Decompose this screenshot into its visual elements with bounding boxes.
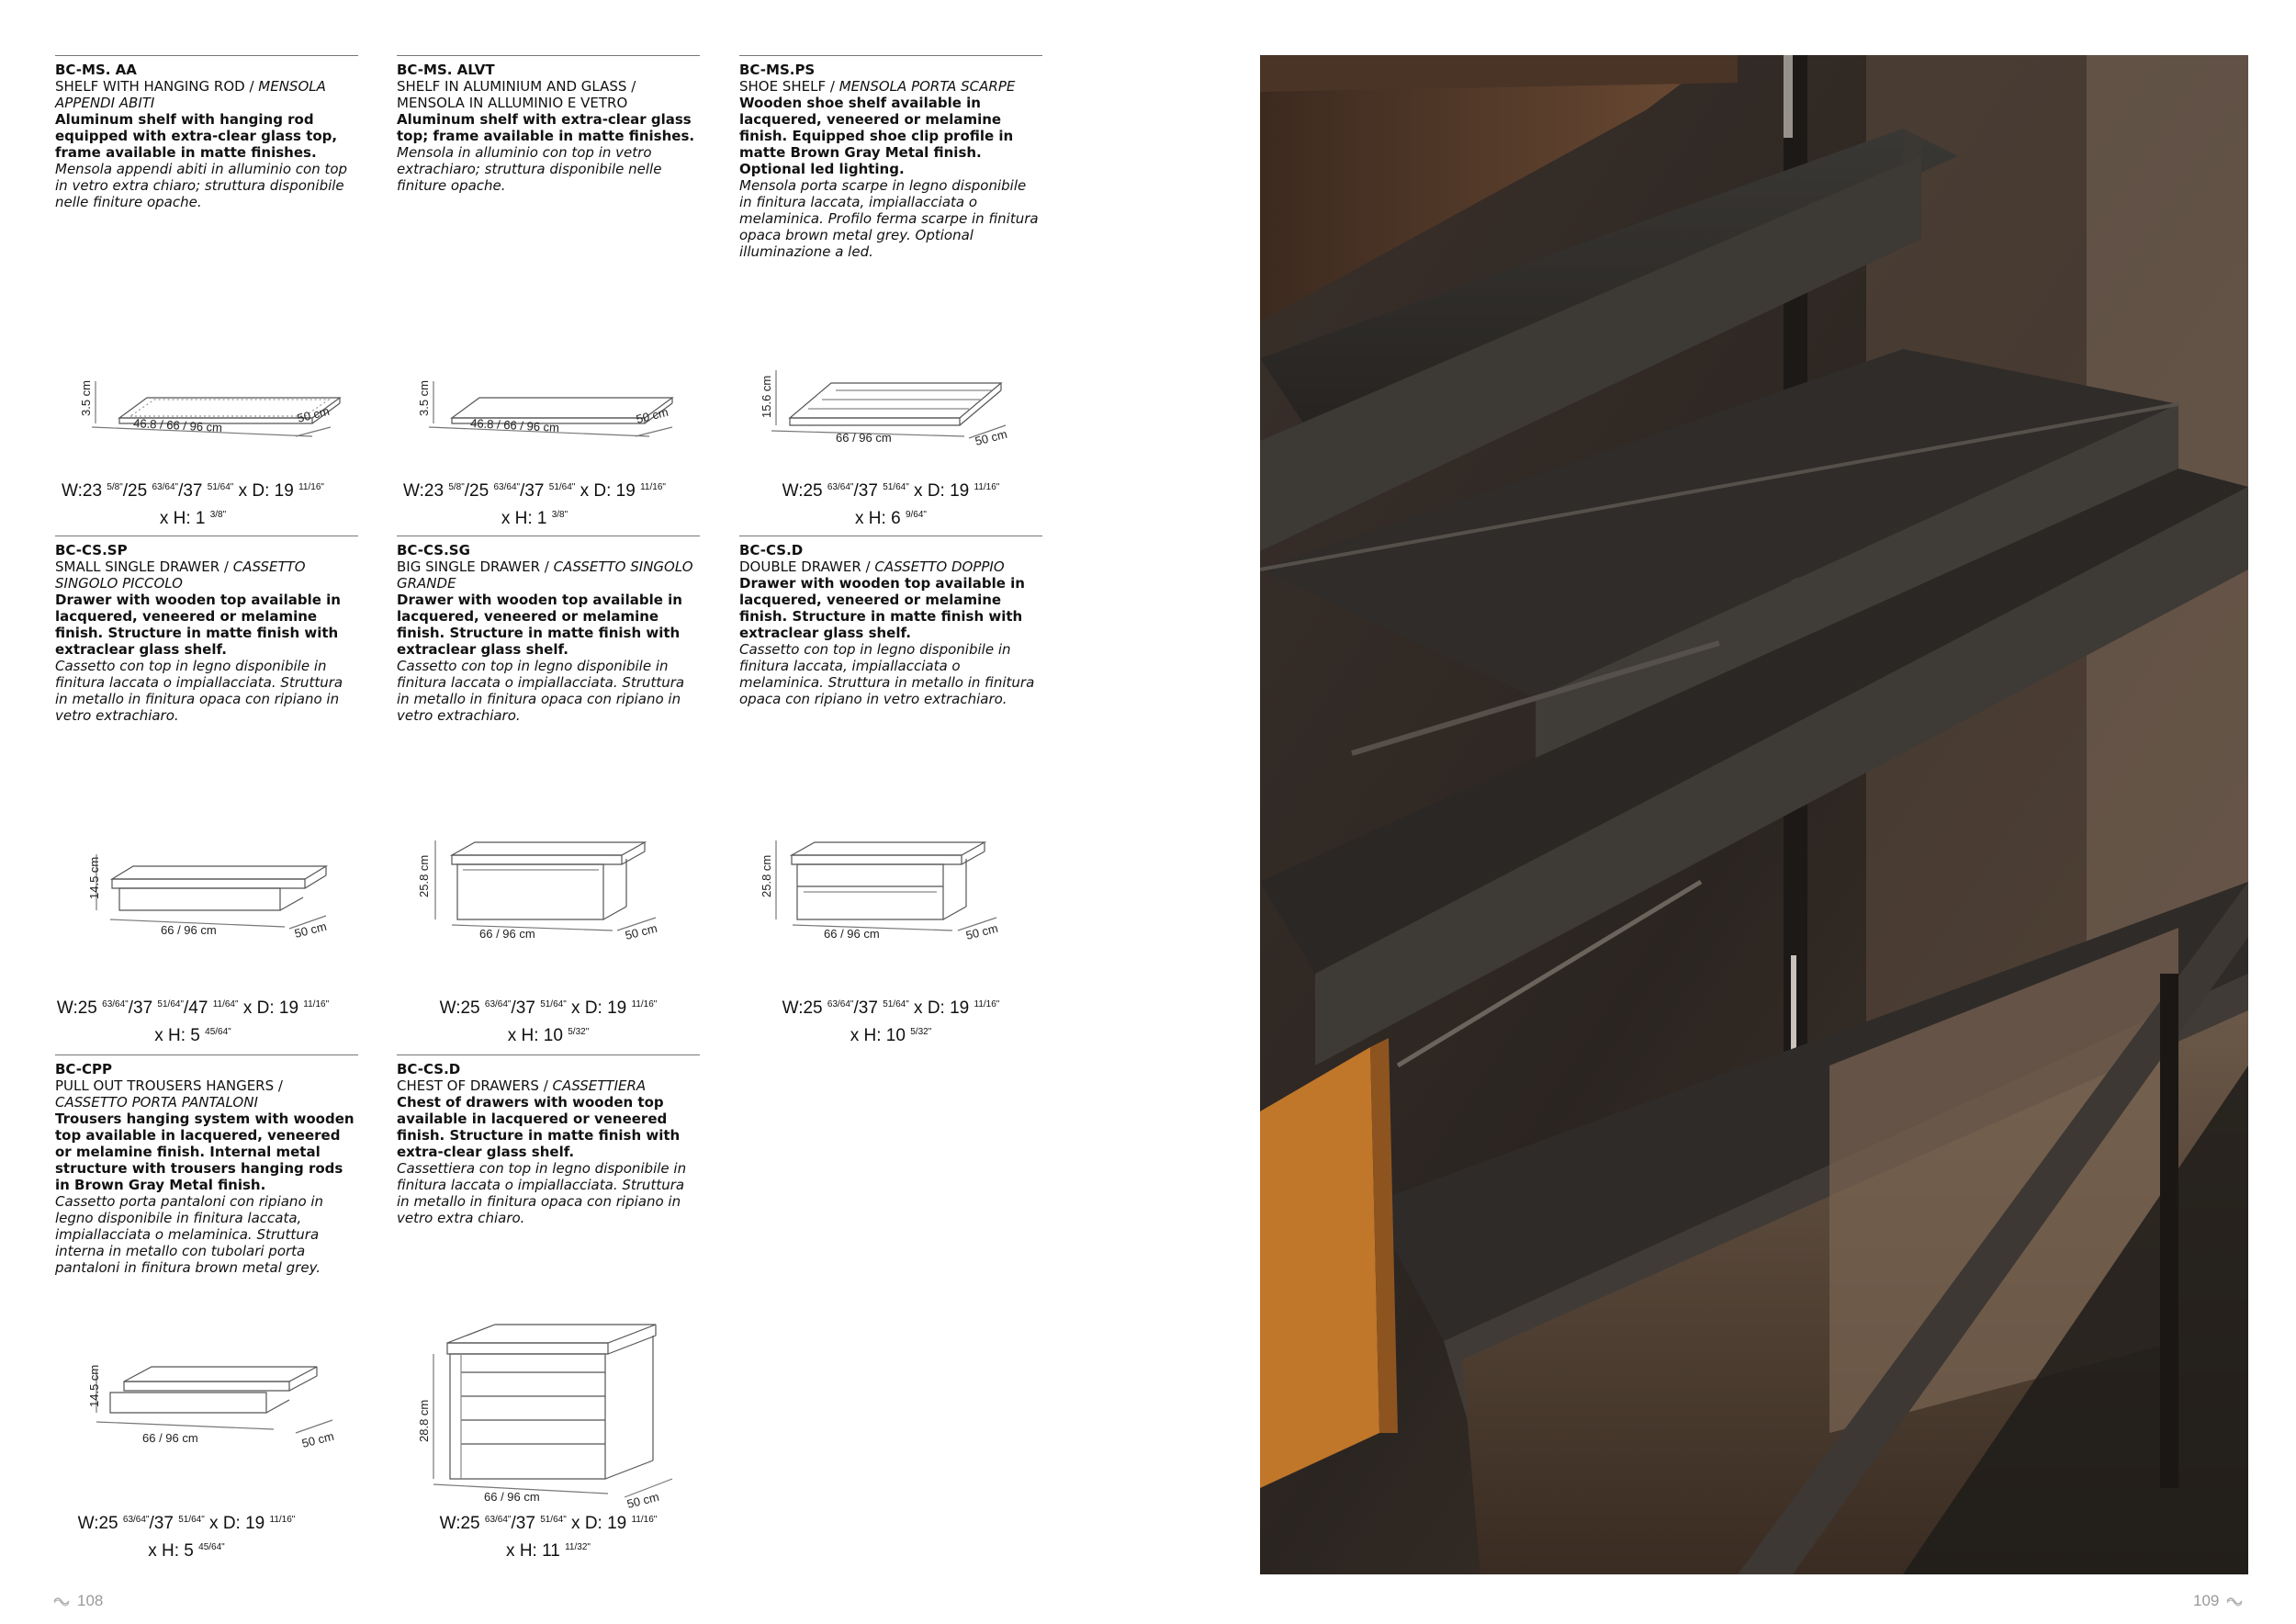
entry-bc-ms-alvt [397, 55, 700, 194]
product-title: SHELF IN ALUMINIUM AND GLASS / MENSOLA IN ALLUMINIO E VETRO [397, 78, 636, 111]
imperial-dimensions: W:25 $^{63/64"}$/37 $^{51/64"}$ x D: 19 $^{11/16"}$ x H: 11 $^{11/32"}$ [439, 1514, 658, 1561]
section-rule [397, 1054, 700, 1055]
section-rule [55, 55, 358, 56]
width-dimension: 66 / 96 cm [824, 927, 880, 941]
width-dimension: 46.8 / 66 / 96 cm [132, 416, 223, 435]
description-it: Cassetto con top in legno disponibile in finitura laccata o impiallacciata. Struttura in metallo in finitura opaca con ripiano in vetro extrachiaro. [55, 658, 343, 724]
width-dimension: 66 / 96 cm [479, 927, 535, 941]
technical-drawing-trousers-drawer [55, 1334, 358, 1462]
product-code: BC-CS.D [397, 1061, 461, 1077]
description-en: Aluminum shelf with extra-clear glass top; frame available in matte finishes. [397, 111, 695, 144]
description-en: Trousers hanging system with wooden top available in lacquered, veneered or melamine finish. Internal metal structure with trousers hanging rods in Brown Gray Metal finish. [55, 1111, 355, 1193]
entry-bc-cs-d [739, 536, 1042, 707]
product-photo-drawers [1260, 55, 2248, 1574]
description-en: Drawer with wooden top available in lacquered, veneered or melamine finish. Structure in matte finish with extraclear glass shelf. [739, 575, 1025, 641]
section-rule [55, 1054, 358, 1055]
technical-drawing-big-drawer [397, 822, 700, 951]
product-title: SMALL SINGLE DRAWER / CASSETTO SINGOLO PICCOLO [55, 558, 306, 592]
description-it: Mensola in alluminio con top in vetro extrachiaro; struttura disponibile nelle finiture opache. [397, 144, 662, 194]
width-dimension: 66 / 96 cm [142, 1431, 198, 1445]
product-code: BC-MS. AA [55, 62, 137, 78]
entry-bc-cs-sg [397, 536, 700, 724]
technical-drawing-shelf [55, 335, 358, 464]
description-en: Wooden shoe shelf available in lacquered, veneered or melamine finish. Equipped shoe clip profile in matte Brown Gray Metal finish. Optional led lighting. [739, 95, 1014, 177]
product-code: BC-CS.SG [397, 542, 470, 558]
height-dimension: 15.6 cm [760, 375, 773, 418]
depth-dimension: 50 cm [293, 919, 329, 941]
section-rule [739, 55, 1042, 56]
technical-drawing-chest-of-drawers [397, 1304, 700, 1511]
brand-logo-icon [2226, 1595, 2243, 1607]
product-code: BC-CS.SP [55, 542, 128, 558]
depth-dimension: 50 cm [635, 404, 670, 426]
description-en: Aluminum shelf with hanging rod equipped with extra-clear glass top, frame available in matte finishes. [55, 111, 338, 161]
width-dimension: 66 / 96 cm [161, 923, 217, 937]
depth-dimension: 50 cm [974, 426, 1009, 448]
product-title: CHEST OF DRAWERS / CASSETTIERA [397, 1077, 647, 1094]
imperial-dimensions: W:25 $^{63/64"}$/37 $^{51/64"}$ x D: 19 $^{11/16"}$ x H: 10 $^{5/32"}$ [439, 998, 658, 1045]
description-it: Cassetto porta pantaloni con ripiano in legno disponibile in finitura laccata, impiallacciata o melaminica. Struttura interna in metallo con tubolari porta pantaloni in finitura brown metal grey. [55, 1193, 324, 1276]
entry-bc-cpp [55, 1054, 358, 1276]
depth-dimension: 50 cm [964, 920, 1000, 942]
imperial-dimensions: W:25 $^{63/64"}$/37 $^{51/64"}$ x D: 19 $^{11/16"}$ x H: 5 $^{45/64"}$ [77, 1514, 296, 1561]
description-it: Cassetto con top in legno disponibile in finitura laccata, impiallacciata o melaminica. Struttura in metallo in finitura opaca con ripiano in vetro extrachiaro. [739, 641, 1035, 707]
description-en: Chest of drawers with wooden top available in lacquered or veneered finish. Structure in matte finish with extra-clear glass shelf. [397, 1094, 681, 1160]
product-code: BC-CS.D [739, 542, 804, 558]
imperial-dimensions: W:23 $^{5/8"}$/25 $^{63/64"}$/37 $^{51/64"}$ x D: 19 $^{11/16"}$ x H: 1 $^{3/8"}$ [62, 481, 324, 528]
entry-bc-cs-sp [55, 536, 358, 724]
depth-dimension: 50 cm [625, 1489, 661, 1511]
entry-bc-cs-d-chest [397, 1054, 700, 1226]
description-it: Mensola porta scarpe in legno disponibile in finitura laccata, impiallacciata o melaminica. Profilo ferma scarpe in finitura opaca brown metal grey. Optional illuminazione a led. [739, 177, 1039, 260]
technical-drawing-small-drawer [55, 822, 358, 951]
brand-logo-icon [53, 1595, 70, 1607]
imperial-dimensions: W:23 $^{5/8"}$/25 $^{63/64"}$/37 $^{51/64"}$ x D: 19 $^{11/16"}$ x H: 1 $^{3/8"}$ [403, 481, 666, 528]
width-dimension: 46.8 / 66 / 96 cm [469, 416, 560, 435]
product-code: BC-CPP [55, 1061, 113, 1077]
entry-bc-ms-ps [739, 55, 1042, 260]
height-dimension: 28.8 cm [417, 1399, 431, 1442]
entry-bc-ms-aa [55, 55, 358, 210]
width-dimension: 66 / 96 cm [484, 1490, 540, 1504]
product-title: BIG SINGLE DRAWER / CASSETTO SINGOLO GRANDE [397, 558, 693, 592]
description-en: Drawer with wooden top available in lacquered, veneered or melamine finish. Structure in matte finish with extraclear glass shelf. [397, 592, 682, 658]
product-code: BC-MS.PS [739, 62, 816, 78]
product-title: PULL OUT TROUSERS HANGERS / CASSETTO PORTA PANTALONI [55, 1077, 283, 1111]
description-en: Drawer with wooden top available in lacquered, veneered or melamine finish. Structure in matte finish with extraclear glass shelf. [55, 592, 341, 658]
height-dimension: 14.5 cm [87, 856, 101, 899]
product-title: SHELF WITH HANGING ROD / MENSOLA APPENDI ABITI [55, 78, 326, 111]
depth-dimension: 50 cm [296, 403, 332, 425]
technical-drawing-shelf-glass [397, 335, 700, 464]
depth-dimension: 50 cm [624, 920, 659, 942]
height-dimension: 3.5 cm [417, 379, 431, 416]
height-dimension: 3.5 cm [79, 379, 93, 416]
depth-dimension: 50 cm [300, 1428, 336, 1450]
width-dimension: 66 / 96 cm [836, 431, 892, 445]
product-code: BC-MS. ALVT [397, 62, 495, 78]
height-dimension: 25.8 cm [760, 854, 773, 897]
product-title: SHOE SHELF / MENSOLA PORTA SCARPE [739, 78, 1016, 95]
imperial-dimensions: W:25 $^{63/64"}$/37 $^{51/64"}$/47 $^{11/64"}$ x D: 19 $^{11/16"}$ x H: 5 $^{45/64"}$ [56, 998, 330, 1045]
height-dimension: 14.5 cm [87, 1364, 101, 1407]
imperial-dimensions: W:25 $^{63/64"}$/37 $^{51/64"}$ x D: 19 $^{11/16"}$ x H: 6 $^{9/64"}$ [782, 481, 1000, 528]
description-it: Cassettiera con top in legno disponibile in finitura laccata o impiallacciata. Struttura in metallo in finitura opaca con ripiano in vetro extra chiaro. [397, 1160, 687, 1226]
page-number-left: 108 [53, 1592, 103, 1610]
technical-drawing-shoe-shelf [739, 335, 1042, 464]
product-title: DOUBLE DRAWER / CASSETTO DOPPIO [739, 558, 1005, 575]
description-it: Mensola appendi abiti in alluminio con top in vetro extra chiaro; struttura disponibile nelle finiture opache. [55, 161, 348, 210]
height-dimension: 25.8 cm [417, 854, 431, 897]
imperial-dimensions: W:25 $^{63/64"}$/37 $^{51/64"}$ x D: 19 $^{11/16"}$ x H: 10 $^{5/32"}$ [782, 998, 1000, 1045]
description-it: Cassetto con top in legno disponibile in finitura laccata o impiallacciata. Struttura in metallo in finitura opaca con ripiano in vetro extrachiaro. [397, 658, 685, 724]
page-number-right: 109 [2193, 1592, 2243, 1610]
technical-drawing-double-drawer [739, 822, 1042, 951]
section-rule [397, 55, 700, 56]
